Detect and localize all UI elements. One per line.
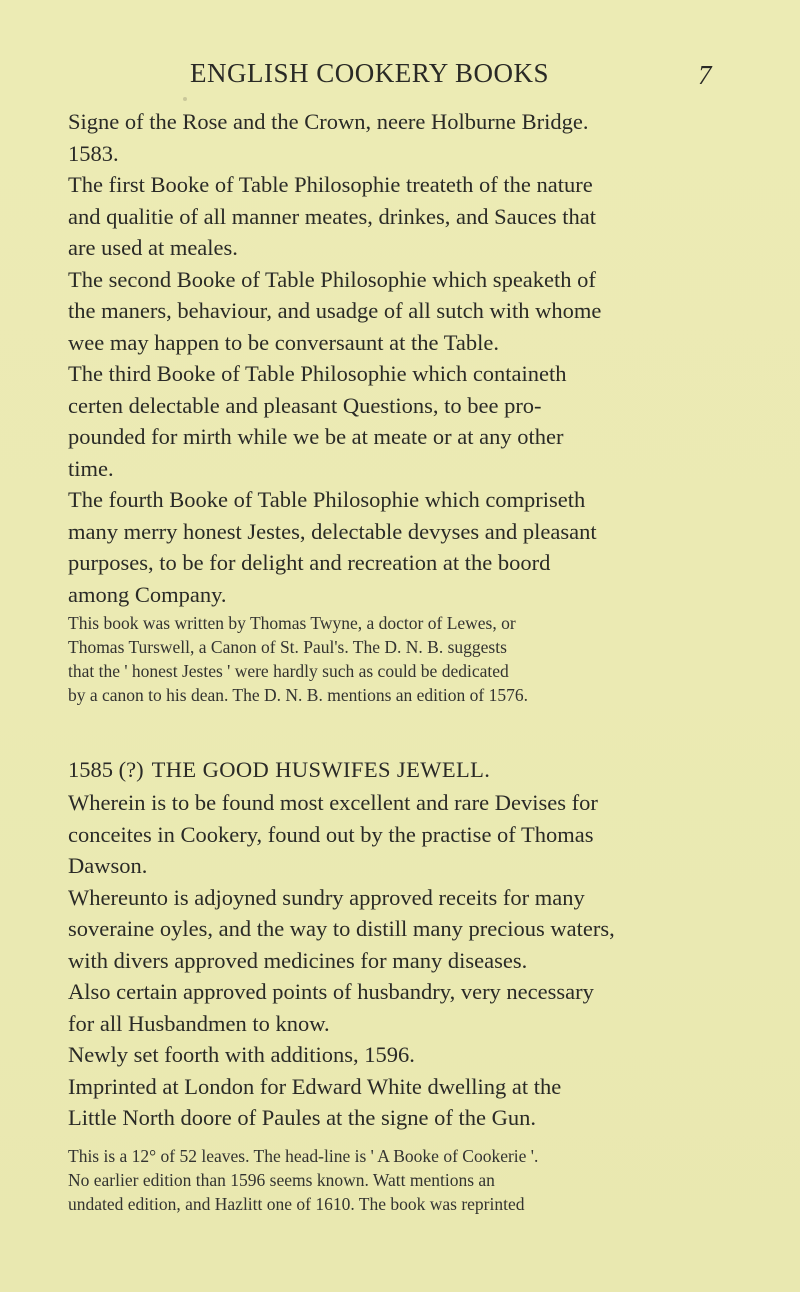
entry-1585-body (68, 787, 732, 1134)
body-line: Imprinted at London for Edward White dwelling at the (68, 1073, 562, 1099)
body-line: Wherein is to be found most excellent and rare Devises for (68, 790, 598, 815)
body-line: Little North doore of Paules at the signe of the Gun. (68, 1105, 537, 1130)
entry-date: 1585 (?) (68, 757, 144, 782)
body-line: Dawson. (68, 853, 148, 878)
body-line: conceites in Cookery, found out by the practise of Thomas (68, 821, 594, 847)
note-line: This is a 12° of 52 leaves. The head-line is ' A Booke of Cookerie '. (68, 1146, 539, 1166)
running-title: ENGLISH COOKERY BOOKS (190, 58, 550, 88)
note-line: that the ' honest Jestes ' were hardly such as could be dedicated (68, 661, 509, 681)
body-line: and qualitie of all manner meates, drinkes, and Sauces that (68, 203, 596, 229)
body-line: pounded for mirth while we be at meate or at any other (68, 424, 564, 449)
body-line: Whereunto is adjoyned sundry approved receits for many (68, 884, 585, 910)
body-line: are used at meales. (68, 235, 238, 260)
body-line: Signe of the Rose and the Crown, neere Holburne Bridge. (68, 109, 589, 134)
body-line: the maners, behaviour, and usadge of all sutch with whome (68, 298, 602, 323)
body-line: with divers approved medicines for many diseases. (68, 947, 528, 973)
running-head (0, 56, 800, 90)
body-line: time. (68, 455, 114, 481)
ink-speck (183, 97, 187, 101)
note-line: undated edition, and Hazlitt one of 1610. The book was reprinted (68, 1194, 525, 1214)
entry-1585-note (68, 1144, 732, 1216)
body-line: The third Booke of Table Philosophie which containeth (68, 361, 567, 386)
note-line: This book was written by Thomas Twyne, a doctor of Lewes, or (68, 613, 516, 633)
page-number: 7 (698, 60, 712, 90)
body-line: The first Booke of Table Philosophie treateth of the nature (68, 172, 593, 197)
entry-1583-note (68, 611, 732, 707)
body-line: among Company. (68, 581, 227, 607)
entry-1585-heading (68, 754, 732, 786)
body-line: many merry honest Jestes, delectable devyses and pleasant (68, 518, 597, 544)
note-line: by a canon to his dean. The D. N. B. mentions an edition of 1576. (68, 685, 528, 705)
body-line: The fourth Booke of Table Philosophie which compriseth (68, 487, 586, 512)
body-line: wee may happen to be conversaunt at the Table. (68, 329, 499, 355)
body-line: 1583. (68, 140, 119, 166)
note-line: Thomas Turswell, a Canon of St. Paul's. The D. N. B. suggests (68, 637, 507, 657)
body-line: for all Husbandmen to know. (68, 1010, 330, 1036)
note-line: No earlier edition than 1596 seems known. Watt mentions an (68, 1170, 495, 1190)
body-line: purposes, to be for delight and recreation at the boord (68, 550, 551, 575)
entry-1583-body (68, 106, 732, 610)
entry-title: THE GOOD HUSWIFES JEWELL. (151, 757, 491, 782)
body-line: certen delectable and pleasant Questions, to bee pro- (68, 392, 542, 418)
body-line: Also certain approved points of husbandry, very necessary (68, 979, 594, 1004)
body-line: The second Booke of Table Philosophie which speaketh of (68, 266, 596, 292)
body-line: Newly set foorth with additions, 1596. (68, 1042, 415, 1067)
body-line: soveraine oyles, and the way to distill many precious waters, (68, 916, 615, 941)
